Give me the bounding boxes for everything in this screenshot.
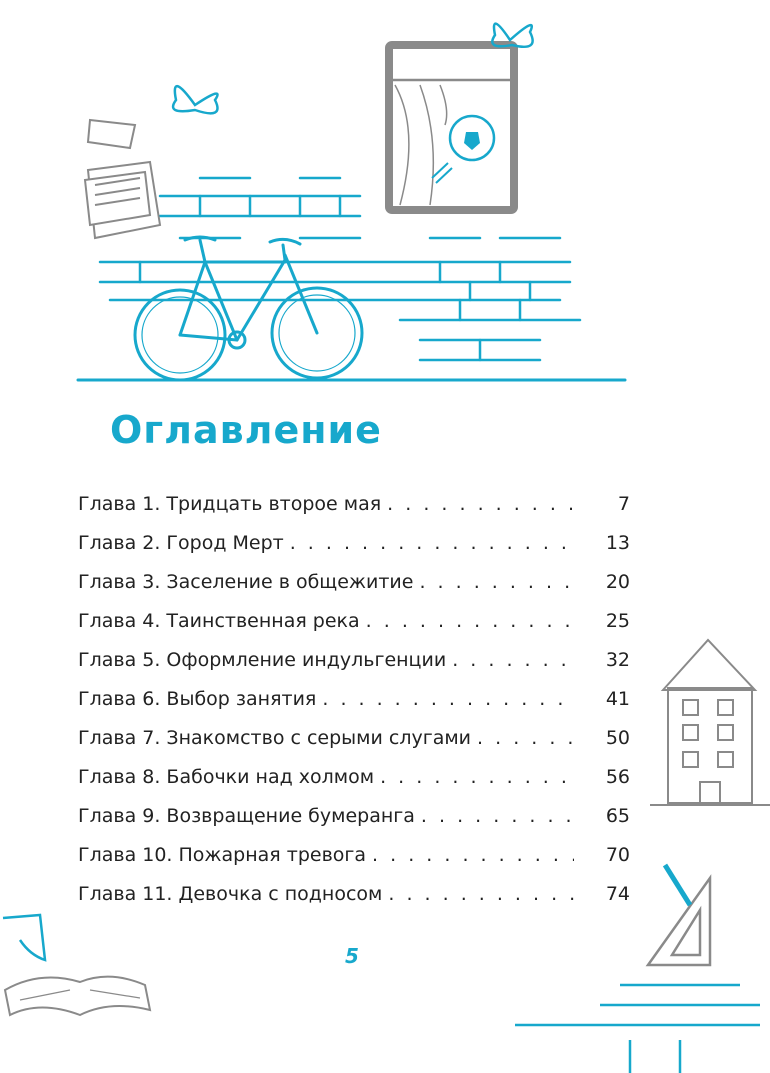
toc-entry-page: 70 (605, 844, 630, 866)
house-illustration (650, 640, 770, 805)
toc-entry-page: 20 (605, 571, 630, 593)
toc-entry[interactable] (78, 649, 630, 688)
butterfly-icon (173, 86, 217, 113)
toc-entry-label: Глава 11. Девочка с подносом (78, 883, 383, 905)
toc-entry[interactable] (78, 493, 630, 532)
leader-dots (421, 805, 574, 827)
leader-dots (366, 610, 574, 632)
toc-title: Оглавление (110, 408, 382, 452)
toc-entry[interactable] (78, 844, 630, 883)
toc-entry-label: Глава 8. Бабочки над холмом (78, 766, 375, 788)
toc-entry-label: Глава 3. Заселение в общежитие (78, 571, 414, 593)
leader-dots (290, 532, 574, 554)
toc-entry[interactable] (78, 805, 630, 844)
notebook-illustration (3, 915, 150, 1015)
toc-entry-page: 56 (605, 766, 630, 788)
toc-entry[interactable] (78, 610, 630, 649)
toc-entry[interactable] (78, 727, 630, 766)
bicycle-illustration (135, 237, 362, 380)
toc-entry-label: Глава 6. Выбор занятия (78, 688, 317, 710)
toc-entry[interactable] (78, 571, 630, 610)
toc-entry-page: 25 (605, 610, 630, 632)
toc-entry-label: Глава 1. Тридцать второе мая (78, 493, 382, 515)
leader-dots (387, 493, 574, 515)
toc-entry-label: Глава 9. Возвращение бумеранга (78, 805, 415, 827)
toc-entry-page: 13 (605, 532, 630, 554)
toc-entry-label: Глава 4. Таинственная река (78, 610, 360, 632)
toc-entry-label: Глава 2. Город Мерт (78, 532, 284, 554)
toc-entry[interactable] (78, 688, 630, 727)
leader-dots (322, 688, 574, 710)
leader-dots (477, 727, 574, 749)
leader-dots (380, 766, 574, 788)
set-square-illustration (648, 865, 710, 965)
window-illustration (389, 45, 514, 210)
page-number: 5 (345, 944, 359, 968)
leader-dots (452, 649, 574, 671)
leader-dots (419, 571, 574, 593)
toc-entry-page: 50 (605, 727, 630, 749)
toc-entry[interactable] (78, 766, 630, 805)
toc-entry-label: Глава 5. Оформление индульгенции (78, 649, 447, 671)
toc-entry[interactable] (78, 532, 630, 571)
toc-entry-page: 41 (605, 688, 630, 710)
paper-stack-illustration (85, 120, 160, 238)
toc-entry-page: 32 (605, 649, 630, 671)
toc-entry-page: 7 (617, 493, 630, 515)
leader-dots (388, 883, 574, 905)
toc-entry-page: 74 (605, 883, 630, 905)
toc-entry[interactable] (78, 883, 630, 922)
toc-entry-label: Глава 10. Пожарная тревога (78, 844, 367, 866)
toc-entry-label: Глава 7. Знакомство с серыми слугами (78, 727, 472, 749)
table-of-contents (78, 493, 630, 922)
leader-dots (372, 844, 574, 866)
decorative-lines (515, 985, 760, 1073)
toc-entry-page: 65 (605, 805, 630, 827)
